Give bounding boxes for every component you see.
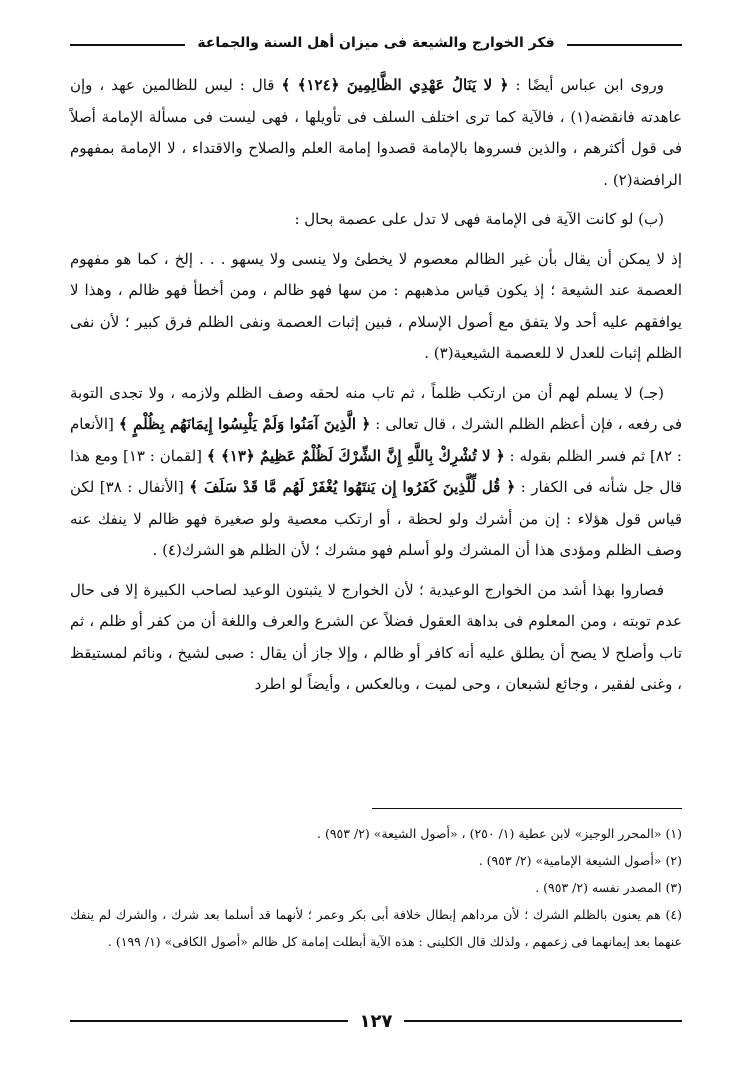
paragraph-ismah: إذ لا يمكن أن يقال بأن غير الظالم معصوم لا يخطئ ولا ينسى ولا يسهو . . . إلخ ، كما هو مفهوم العصمة عند الشيعة ؛ إذ يكون قياس مذهبهم : من سها فهو ظالم ، ومن أخطأ فهو ظالم ، وهذا لا يوافقهم عليه أحد ولا يتفق مع أصول الإسلام ، فبين إثبات العصمة ونفى الظلم فرق كبير ؛ لأن نفى الظلم إثبات للعدل لا للعصمة الشيعية(٣) .	[70, 249, 682, 362]
running-title: فكر الخوارج والشيعة فى ميزان أهل السنة والجماعة	[197, 35, 555, 51]
paragraph-text: (جـ) لا يسلم لهم أن من ارتكب ظلماً ، ثم تاب منه لحقه وصف الظلم ولازمه ، ولا تجدى التوبة فى رفعه ، فإن أعظم الظلم الشرك ، قال تعالى :	[70, 383, 682, 433]
paragraph-ibn-abbas	[70, 70, 682, 196]
header-rule-right	[567, 44, 682, 46]
paragraph-khawarij: فصاروا بهذا أشد من الخوارج الوعيدية ؛ لأن الخوارج لا يثبتون الوعيد لصاحب الكبيرة إلا فى حال عدم توبته ، ومن المعلوم فى بداهة العقول فضلاً عن الشرع والعرف واللغة أن من كفر أو ظلم ، ثم تاب وأصلح لا يصح أن يطلق عليه أنه كافر أو ظالم ، وإلا جاز أن يقال : صبى لشيخ ، ونائم لمستيقظ ، وغنى لفقير ، وجائع لشبعان ، وحى لميت ، وبالعكس ، وأيضاً لو اطرد	[70, 580, 682, 693]
footnote-separator	[372, 808, 682, 809]
footnote-3: (٣) المصدر نفسه (٢/ ٩٥٣) .	[535, 880, 682, 895]
paragraph-text: [لقمان : ١٣] ومع هذا قال جل شأنه فى الكفار :	[70, 446, 683, 496]
quran-quote: ﴿ لا تُشْرِكْ بِاللَّهِ إِنَّ الشِّرْكَ لَظُلْمٌ عَظِيمٌ ﴿١٣﴾ ﴾	[206, 446, 505, 465]
paragraph-text: قال : ليس للظالمين عهد ، وإن عاهدته فانقضه(١) ، فالآية كما ترى اختلف السلف فى تأويلها ، فهى ليست فى مسألة الإمامة أصلاً فى قول أكثرهم ، والذين فسروها بالإمامة قصدوا إمامة العلم والصلاح والاقتداء ، لا الإمامة بمفهوم الرافضة(٢) .	[70, 76, 683, 189]
footer-rule-left	[70, 1020, 348, 1022]
point-c-paragraph	[70, 378, 682, 567]
page-number: ١٢٧	[359, 1010, 393, 1032]
running-header	[70, 30, 682, 56]
quran-quote: ﴿ الَّذِينَ آمَنُوا وَلَمْ يَلْبِسُوا إِيمَانَهُم بِظُلْمٍ ﴾	[118, 415, 371, 433]
point-b-heading: (ب) لو كانت الآية فى الإمامة فهى لا تدل على عصمة بحال :	[294, 210, 664, 228]
footnote-2: (٢) «أصول الشيعة الإمامية» (٢/ ٩٥٣) .	[478, 853, 682, 868]
main-text	[70, 70, 682, 701]
footer-rule-right	[404, 1020, 682, 1022]
footnote-4: (٤) هم يعنون بالظلم الشرك ؛ لأن مرداهم إبطال خلافة أبى بكر وعمر ؛ لأنهما قد أسلما بعد شرك ، والشرك لم ينفك عنهما بعد إيمانهما فى زعمهم ، ولذلك قال الكلينى : هذه الآية أبطلت إمامة كل ظالم «أصول الكافى» (١/ ١٩٩) .	[70, 907, 682, 949]
page-footer	[70, 1010, 682, 1032]
paragraph-text: [الأنعام : ٨٢] ثم فسر الظلم بقوله :	[70, 415, 682, 465]
header-rule-left	[70, 44, 185, 46]
quran-quote: ﴿ قُل لِّلَّذِينَ كَفَرُوا إِن يَنتَهُوا يُغْفَرْ لَهُم مَّا قَدْ سَلَفَ ﴾	[189, 478, 516, 496]
quran-quote: ﴿ لا يَنَالُ عَهْدِي الظَّالِمِينَ ﴿١٢٤﴾ ﴾	[281, 76, 509, 94]
paragraph-text: [الأنفال : ٣٨] لكن قياس قول هؤلاء : إن من أشرك ولو لحظة ، أو ارتكب معصية ولو صغيرة فهو ظالم لا ينفك عنه وصف الظلم ومؤدى هذا أن المشرك ولو أسلم فهو مشرك ؛ لأن الظلم هو الشرك(٤) .	[70, 478, 682, 559]
paragraph-text: وروى ابن عباس أيضًا :	[508, 76, 664, 94]
footnotes	[70, 820, 682, 955]
footnote-1: (١) «المحرر الوجيز» لابن عطية (١/ ٢٥٠) ، «أصول الشيعة» (٢/ ٩٥٣) .	[317, 826, 682, 841]
